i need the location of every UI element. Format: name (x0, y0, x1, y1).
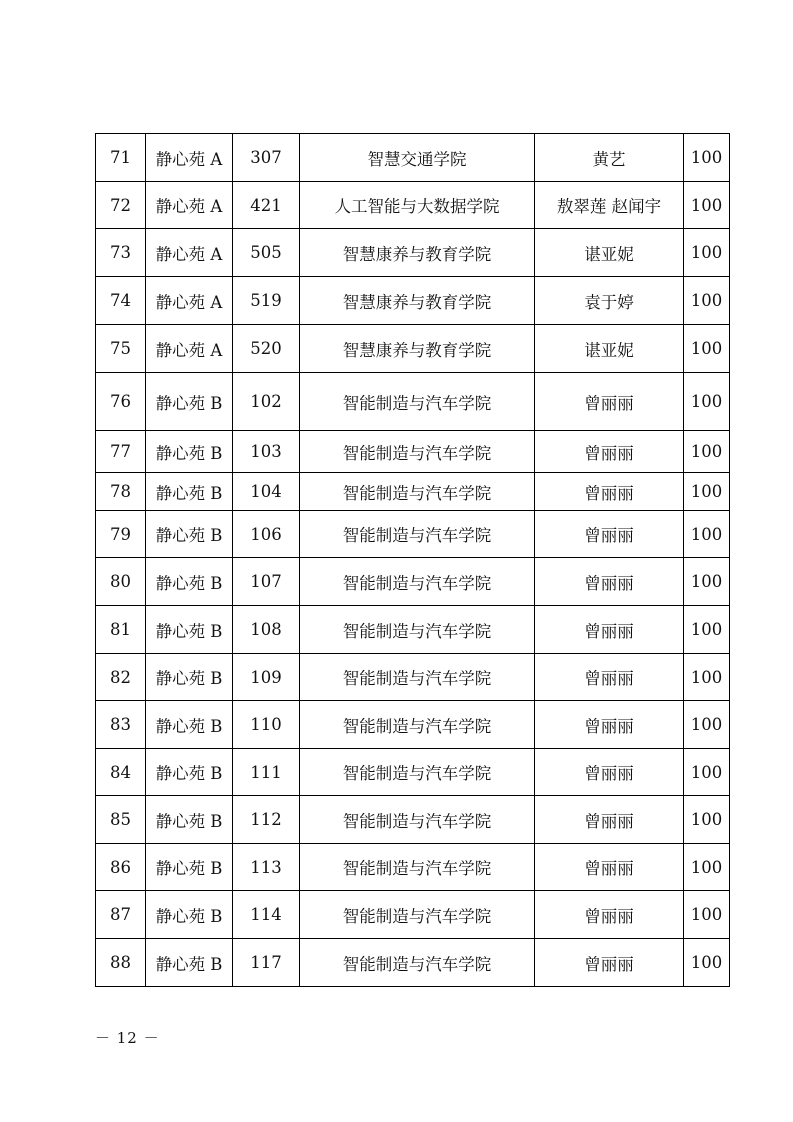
room-cell: 112 (233, 796, 300, 844)
row-number: 84 (96, 749, 146, 796)
building-cell: 静心苑 B (146, 373, 233, 431)
table-row (96, 182, 730, 229)
score-cell: 100 (684, 654, 730, 701)
table-row (96, 796, 730, 844)
college-cell: 智能制造与汽车学院 (300, 891, 535, 939)
college-cell: 智能制造与汽车学院 (300, 431, 535, 473)
score-cell: 100 (684, 891, 730, 939)
score-cell: 100 (684, 796, 730, 844)
row-number: 87 (96, 891, 146, 939)
table-row (96, 373, 730, 431)
teacher-cell: 曾丽丽 (535, 844, 684, 891)
college-cell: 人工智能与大数据学院 (300, 182, 535, 229)
building-cell: 静心苑 B (146, 891, 233, 939)
score-cell: 100 (684, 844, 730, 891)
college-cell: 智能制造与汽车学院 (300, 373, 535, 431)
score-cell: 100 (684, 749, 730, 796)
building-cell: 静心苑 B (146, 749, 233, 796)
score-cell: 100 (684, 277, 730, 325)
college-cell: 智慧康养与教育学院 (300, 229, 535, 277)
row-number: 79 (96, 511, 146, 558)
teacher-cell: 黄艺 (535, 134, 684, 182)
table-row (96, 701, 730, 749)
row-number: 77 (96, 431, 146, 473)
room-cell: 108 (233, 606, 300, 654)
college-cell: 智慧康养与教育学院 (300, 325, 535, 373)
room-cell: 307 (233, 134, 300, 182)
row-number: 71 (96, 134, 146, 182)
building-cell: 静心苑 B (146, 473, 233, 511)
room-cell: 102 (233, 373, 300, 431)
score-cell: 100 (684, 701, 730, 749)
teacher-cell: 曾丽丽 (535, 749, 684, 796)
college-cell: 智能制造与汽车学院 (300, 796, 535, 844)
building-cell: 静心苑 A (146, 134, 233, 182)
building-cell: 静心苑 A (146, 229, 233, 277)
room-cell: 421 (233, 182, 300, 229)
teacher-cell: 曾丽丽 (535, 473, 684, 511)
score-cell: 100 (684, 939, 730, 987)
room-cell: 104 (233, 473, 300, 511)
building-cell: 静心苑 B (146, 844, 233, 891)
row-number: 80 (96, 558, 146, 606)
score-cell: 100 (684, 511, 730, 558)
row-number: 85 (96, 796, 146, 844)
room-cell: 106 (233, 511, 300, 558)
row-number: 83 (96, 701, 146, 749)
building-cell: 静心苑 B (146, 606, 233, 654)
teacher-cell: 敖翠莲 赵闻宇 (535, 182, 684, 229)
table-row (96, 325, 730, 373)
row-number: 81 (96, 606, 146, 654)
score-cell: 100 (684, 558, 730, 606)
score-cell: 100 (684, 606, 730, 654)
teacher-cell: 曾丽丽 (535, 796, 684, 844)
teacher-cell: 曾丽丽 (535, 701, 684, 749)
row-number: 76 (96, 373, 146, 431)
college-cell: 智能制造与汽车学院 (300, 701, 535, 749)
score-cell: 100 (684, 431, 730, 473)
room-cell: 113 (233, 844, 300, 891)
college-cell: 智能制造与汽车学院 (300, 606, 535, 654)
building-cell: 静心苑 B (146, 511, 233, 558)
room-cell: 114 (233, 891, 300, 939)
table-row (96, 844, 730, 891)
room-cell: 505 (233, 229, 300, 277)
building-cell: 静心苑 B (146, 431, 233, 473)
table-row (96, 606, 730, 654)
building-cell: 静心苑 B (146, 654, 233, 701)
building-cell: 静心苑 A (146, 325, 233, 373)
college-cell: 智能制造与汽车学院 (300, 511, 535, 558)
score-cell: 100 (684, 229, 730, 277)
room-cell: 117 (233, 939, 300, 987)
table-row (96, 277, 730, 325)
room-cell: 519 (233, 277, 300, 325)
table-row (96, 229, 730, 277)
table-row (96, 473, 730, 511)
row-number: 78 (96, 473, 146, 511)
row-number: 82 (96, 654, 146, 701)
score-cell: 100 (684, 373, 730, 431)
row-number: 75 (96, 325, 146, 373)
score-cell: 100 (684, 182, 730, 229)
college-cell: 智能制造与汽车学院 (300, 654, 535, 701)
teacher-cell: 曾丽丽 (535, 939, 684, 987)
building-cell: 静心苑 B (146, 796, 233, 844)
score-cell: 100 (684, 473, 730, 511)
row-number: 72 (96, 182, 146, 229)
room-cell: 109 (233, 654, 300, 701)
table-row (96, 431, 730, 473)
table-row (96, 134, 730, 182)
teacher-cell: 曾丽丽 (535, 373, 684, 431)
room-cell: 107 (233, 558, 300, 606)
teacher-cell: 曾丽丽 (535, 891, 684, 939)
room-cell: 520 (233, 325, 300, 373)
score-cell: 100 (684, 134, 730, 182)
table-row (96, 939, 730, 987)
college-cell: 智慧交通学院 (300, 134, 535, 182)
building-cell: 静心苑 A (146, 182, 233, 229)
teacher-cell: 曾丽丽 (535, 431, 684, 473)
college-cell: 智能制造与汽车学院 (300, 939, 535, 987)
row-number: 88 (96, 939, 146, 987)
table-row (96, 749, 730, 796)
row-number: 74 (96, 277, 146, 325)
table-row (96, 891, 730, 939)
building-cell: 静心苑 B (146, 558, 233, 606)
college-cell: 智能制造与汽车学院 (300, 749, 535, 796)
college-cell: 智能制造与汽车学院 (300, 473, 535, 511)
room-cell: 111 (233, 749, 300, 796)
room-cell: 103 (233, 431, 300, 473)
teacher-cell: 谌亚妮 (535, 325, 684, 373)
teacher-cell: 袁于婷 (535, 277, 684, 325)
teacher-cell: 曾丽丽 (535, 654, 684, 701)
table-row (96, 654, 730, 701)
room-cell: 110 (233, 701, 300, 749)
score-cell: 100 (684, 325, 730, 373)
row-number: 86 (96, 844, 146, 891)
dormitory-score-table (95, 133, 730, 987)
building-cell: 静心苑 B (146, 939, 233, 987)
table-row (96, 511, 730, 558)
college-cell: 智能制造与汽车学院 (300, 844, 535, 891)
college-cell: 智能制造与汽车学院 (300, 558, 535, 606)
teacher-cell: 谌亚妮 (535, 229, 684, 277)
teacher-cell: 曾丽丽 (535, 606, 684, 654)
teacher-cell: 曾丽丽 (535, 558, 684, 606)
table-row (96, 558, 730, 606)
page-number: － 12 － (95, 1029, 160, 1047)
teacher-cell: 曾丽丽 (535, 511, 684, 558)
row-number: 73 (96, 229, 146, 277)
college-cell: 智慧康养与教育学院 (300, 277, 535, 325)
building-cell: 静心苑 A (146, 277, 233, 325)
building-cell: 静心苑 B (146, 701, 233, 749)
